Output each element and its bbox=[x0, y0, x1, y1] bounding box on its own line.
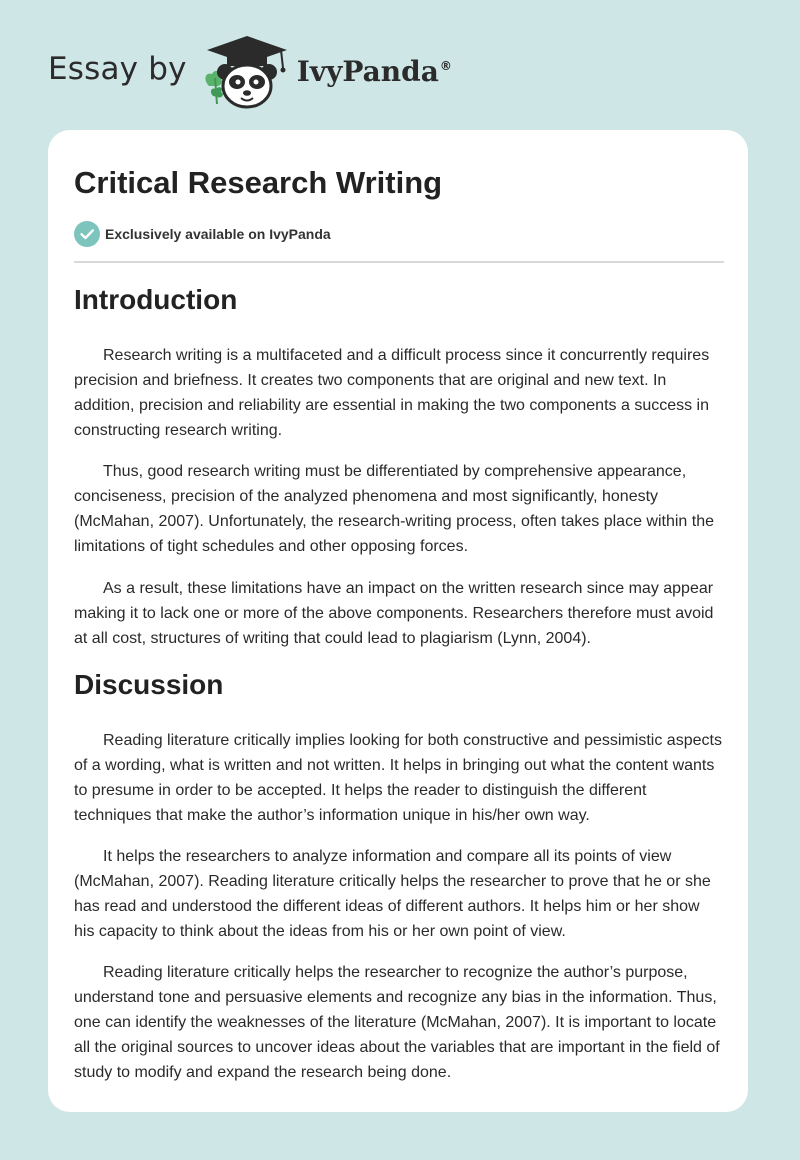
paragraph: As a result, these limitations have an impact on the written research since may appear making it to lack one or more of the above components. Researchers therefore must avoid at all cost, structures of writing that could lead to plagiarism (Lynn, 2004). bbox=[74, 580, 714, 647]
paragraph: It helps the researchers to analyze information and compare all its points of view (McMahan, 2007). Reading literature critically helps the researcher to prove that he or she has read and understood the different ideas of different authors. It helps him or her show his capacity to think about the ideas from his or her own point of view. bbox=[74, 848, 711, 940]
registered-mark: ® bbox=[439, 59, 452, 74]
paragraph: Research writing is a multifaceted and a difficult process since it concurrently requires precision and briefness. It creates two components that are original and new text. In addition, precision and reliability are essential in making the two components a success in constructing research writing. bbox=[74, 347, 710, 439]
essay-by-label: Essay by bbox=[48, 51, 187, 87]
exclusive-badge bbox=[74, 221, 331, 247]
ivypanda-brand-name[interactable] bbox=[297, 55, 452, 88]
essay-title: Critical Research Writing bbox=[74, 165, 443, 200]
section-heading-discussion: Discussion bbox=[74, 669, 224, 700]
paragraph: Reading literature critically implies looking for both constructive and pessimistic aspects of a wording, what is written and not written. It helps in bringing out what the content wants to presume in order to be accepted. It helps the reader to distinguish the different techniques that make the author’s information unique in his/her own way. bbox=[74, 732, 722, 824]
section-heading-introduction: Introduction bbox=[74, 284, 238, 315]
essay-card bbox=[48, 130, 748, 1112]
paragraph: Thus, good research writing must be differentiated by comprehensive appearance, conciseness, precision of the analyzed phenomena and most significantly, honesty (McMahan, 2007). Unfortunately, the research-writing process, often takes place within the limitations of tight schedules and other opposing forces. bbox=[74, 463, 715, 555]
site-header bbox=[48, 34, 452, 110]
checkmark-circle-icon bbox=[74, 221, 100, 247]
title-divider bbox=[74, 261, 724, 263]
paragraph: Reading literature critically helps the researcher to recognize the author’s purpose, understand tone and persuasive elements and recognize any bias in the information. Thus, one can identify the weaknesses of the literature (McMahan, 2007). It is important to locate all the original sources to uncover ideas about the variables that are important in the field of study to modify and expand the research being done. bbox=[74, 964, 720, 1081]
ivypanda-logo-icon[interactable] bbox=[201, 34, 293, 110]
exclusive-badge-label: Exclusively available on IvyPanda bbox=[105, 226, 331, 242]
brand-name-text: IvyPanda bbox=[296, 54, 439, 88]
